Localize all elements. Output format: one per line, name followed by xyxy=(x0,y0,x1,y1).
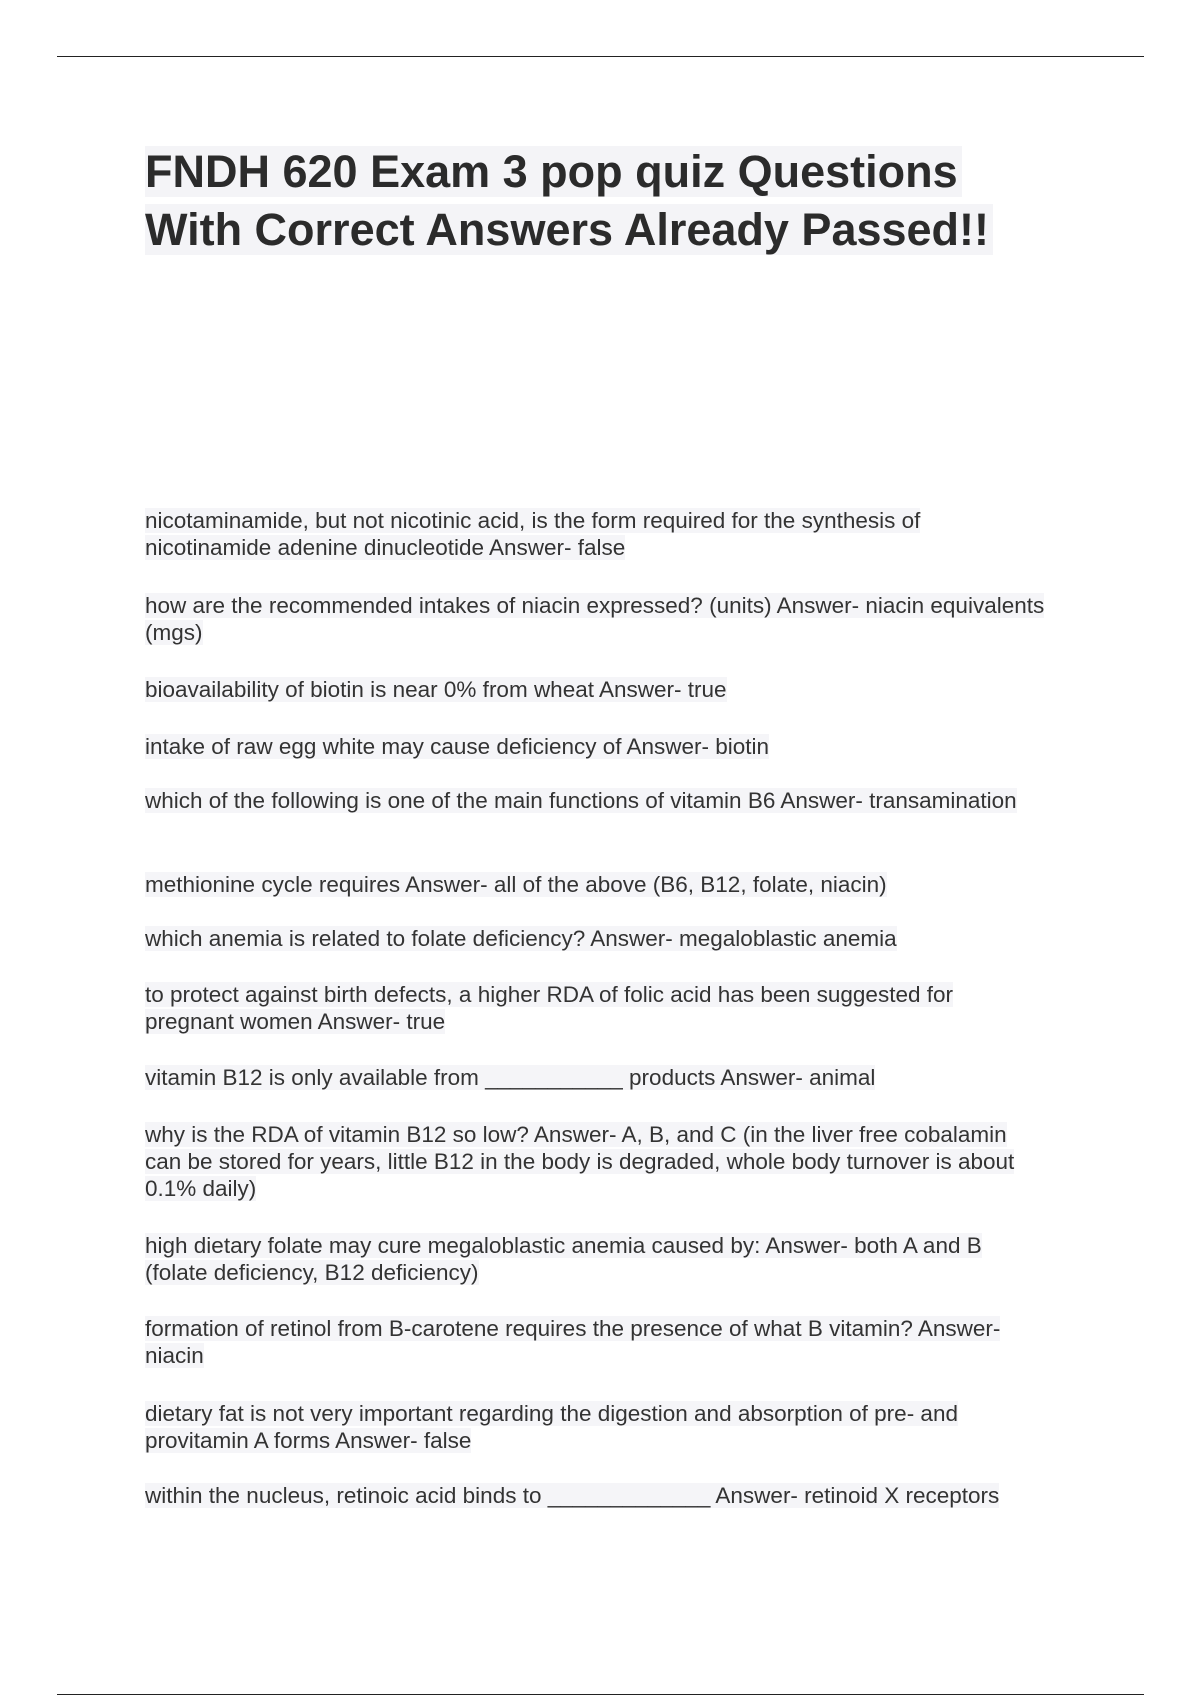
qa-item-7 xyxy=(145,925,1045,952)
qa-item-9-text: vitamin B12 is only available from ___________ products Answer- animal xyxy=(145,1065,876,1090)
document-title-text: FNDH 620 Exam 3 pop quiz Questions With Correct Answers Already Passed!! xyxy=(145,146,993,255)
footer-rule xyxy=(57,1694,1144,1695)
qa-item-14-text: within the nucleus, retinoic acid binds to _____________ Answer- retinoid X receptors xyxy=(145,1483,1000,1508)
qa-item-3 xyxy=(145,676,1045,703)
header-rule xyxy=(57,56,1144,57)
qa-item-3-text: bioavailability of biotin is near 0% from wheat Answer- true xyxy=(145,677,727,702)
qa-item-12-text: formation of retinol from B-carotene requires the presence of what B vitamin? Answer- niacin xyxy=(145,1316,1001,1368)
qa-item-12 xyxy=(145,1315,1045,1369)
qa-item-2 xyxy=(145,592,1045,646)
qa-item-1-text: nicotaminamide, but not nicotinic acid, is the form required for the synthesis of nicotinamide adenine dinucleotide Answer- false xyxy=(145,508,921,560)
qa-item-4-text: intake of raw egg white may cause deficiency of Answer- biotin xyxy=(145,734,770,759)
qa-item-13-text: dietary fat is not very important regarding the digestion and absorption of pre- and provitamin A forms Answer- false xyxy=(145,1401,958,1453)
qa-item-5-text: which of the following is one of the main functions of vitamin B6 Answer- transamination xyxy=(145,788,1017,813)
qa-item-11 xyxy=(145,1232,1045,1286)
qa-item-6 xyxy=(145,871,1045,898)
qa-item-7-text: which anemia is related to folate deficiency? Answer- megaloblastic anemia xyxy=(145,926,897,951)
qa-item-6-text: methionine cycle requires Answer- all of the above (B6, B12, folate, niacin) xyxy=(145,872,887,897)
qa-item-5 xyxy=(145,787,1045,814)
qa-item-1 xyxy=(145,507,1045,561)
qa-item-8 xyxy=(145,981,1045,1035)
qa-item-9 xyxy=(145,1064,1045,1091)
qa-item-10 xyxy=(145,1121,1045,1202)
qa-item-11-text: high dietary folate may cure megaloblastic anemia caused by: Answer- both A and B (folate deficiency, B12 deficiency) xyxy=(145,1233,982,1285)
qa-item-4 xyxy=(145,733,1045,760)
document-title xyxy=(145,143,1055,259)
qa-item-8-text: to protect against birth defects, a higher RDA of folic acid has been suggested for pregnant women Answer- true xyxy=(145,982,953,1034)
qa-item-14 xyxy=(145,1482,1045,1509)
qa-item-13 xyxy=(145,1400,1045,1454)
qa-item-2-text: how are the recommended intakes of niacin expressed? (units) Answer- niacin equivalents (mgs) xyxy=(145,593,1045,645)
qa-item-10-text: why is the RDA of vitamin B12 so low? Answer- A, B, and C (in the liver free cobalamin can be stored for years, little B12 in the body is degraded, whole body turnover is about 0.1% daily) xyxy=(145,1122,1015,1201)
